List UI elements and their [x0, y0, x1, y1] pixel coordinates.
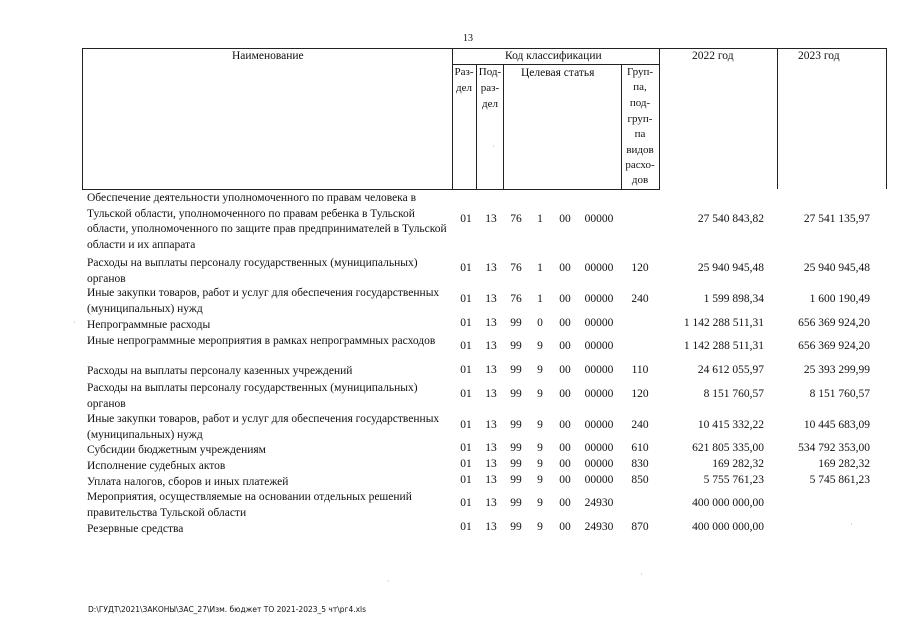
- row-name: Расходы на выплаты персоналу государственных (муниципальных) органов: [87, 382, 418, 410]
- row-code-c4: 00000: [584, 317, 614, 329]
- row-code-pr: 13: [485, 262, 497, 274]
- row-amount-2022: 5 755 761,23: [703, 474, 764, 486]
- row-code-vr: 850: [631, 474, 649, 486]
- header-2022: 2022 год: [692, 50, 734, 62]
- row-code-c4: 00000: [584, 213, 614, 225]
- row-code-pr: 13: [485, 293, 497, 305]
- row-code-vr: 240: [631, 419, 649, 431]
- header-group-3: под-: [629, 97, 651, 109]
- row-code-rz: 01: [460, 442, 472, 454]
- row-amount-2023: 27 541 135,97: [803, 213, 870, 225]
- row-code-pr: 13: [485, 442, 497, 454]
- row-code-c1: 99: [510, 419, 522, 431]
- col-border-group: [659, 48, 660, 189]
- col-border-left: [82, 48, 83, 189]
- row-code-c4: 00000: [584, 340, 614, 352]
- row-code-rz: 01: [460, 340, 472, 352]
- row-code-c4: 24930: [584, 521, 614, 533]
- header-code-group: Код классификации: [505, 50, 602, 62]
- row-code-c3: 00: [559, 497, 571, 509]
- row-code-c3: 00: [559, 458, 571, 470]
- row-code-c3: 00: [559, 474, 571, 486]
- row-name: Исполнение судебных актов: [87, 460, 226, 472]
- table-row: [0, 474, 905, 489]
- table-row: [0, 255, 905, 285]
- header-group-1: Груп-: [626, 66, 654, 78]
- row-amount-2022: 24 612 055,97: [697, 364, 764, 376]
- row-name: Расходы на выплаты персоналу государственных (муниципальных) органов: [87, 257, 418, 285]
- row-code-c2: 9: [537, 388, 543, 400]
- row-code-c4: 00000: [584, 388, 614, 400]
- row-code-pr: 13: [485, 497, 497, 509]
- header-subsection-3: дел: [482, 98, 498, 110]
- row-code-pr: 13: [485, 521, 497, 533]
- row-amount-2023: 5 745 861,23: [809, 474, 870, 486]
- row-code-c1: 99: [510, 388, 522, 400]
- file-path-footer: D:\ГУДТ\2021\ЗАКОНЫ\ЗАС_27\Изм. бюджет ТО 2021-2023_5 чт\рг4.xls: [88, 605, 367, 614]
- row-code-c4: 00000: [584, 364, 614, 376]
- row-code-c3: 00: [559, 293, 571, 305]
- row-code-c1: 99: [510, 340, 522, 352]
- table-row: [0, 442, 905, 458]
- page-number: 13: [463, 33, 473, 44]
- row-name: Непрограммные расходы: [87, 319, 211, 331]
- row-code-c1: 76: [510, 293, 522, 305]
- row-code-c1: 76: [510, 213, 522, 225]
- table-row: [0, 489, 905, 521]
- table-row: [0, 458, 905, 474]
- row-amount-2023: 8 151 760,57: [809, 388, 870, 400]
- row-amount-2022: 27 540 843,82: [697, 213, 764, 225]
- header-group-6: видов: [626, 144, 654, 156]
- row-name: Резервные средства: [87, 523, 184, 535]
- row-amount-2023: 169 282,32: [818, 458, 870, 470]
- row-code-vr: 120: [631, 262, 649, 274]
- row-code-vr: 830: [631, 458, 649, 470]
- table-row: [0, 190, 905, 252]
- row-name: Уплата налогов, сборов и иных платежей: [87, 476, 289, 488]
- row-code-c3: 00: [559, 340, 571, 352]
- row-code-rz: 01: [460, 474, 472, 486]
- row-code-rz: 01: [460, 388, 472, 400]
- row-code-c4: 24930: [584, 497, 614, 509]
- row-code-c1: 99: [510, 458, 522, 470]
- row-code-pr: 13: [485, 213, 497, 225]
- row-code-rz: 01: [460, 213, 472, 225]
- table-row: [0, 380, 905, 411]
- row-code-c3: 00: [559, 213, 571, 225]
- header-name: Наименование: [232, 50, 304, 62]
- row-name: Расходы на выплаты персоналу казенных учреждений: [87, 365, 353, 377]
- row-code-c3: 00: [559, 262, 571, 274]
- header-target: Целевая статья: [521, 67, 595, 79]
- row-code-c1: 99: [510, 317, 522, 329]
- row-code-c3: 00: [559, 521, 571, 533]
- row-code-c2: 9: [537, 474, 543, 486]
- row-code-pr: 13: [485, 317, 497, 329]
- table-row: [0, 521, 905, 537]
- table-row: [0, 285, 905, 316]
- row-amount-2022: 400 000 000,00: [692, 521, 764, 533]
- row-code-pr: 13: [485, 388, 497, 400]
- scan-speck: ·: [492, 142, 495, 151]
- row-code-c1: 76: [510, 262, 522, 274]
- row-amount-2022: 1 142 288 511,31: [683, 317, 764, 329]
- row-amount-2022: 400 000 000,00: [692, 497, 764, 509]
- row-code-c2: 9: [537, 442, 543, 454]
- row-amount-2022: 169 282,32: [712, 458, 764, 470]
- row-code-rz: 01: [460, 419, 472, 431]
- row-name: Иные непрограммные мероприятия в рамках непрограммных расходов: [87, 335, 436, 347]
- row-code-c2: 1: [537, 262, 543, 274]
- row-code-c3: 00: [559, 442, 571, 454]
- col-border-2022: [777, 48, 778, 189]
- header-2023: 2023 год: [798, 50, 840, 62]
- row-code-c4: 00000: [584, 474, 614, 486]
- row-code-c4: 00000: [584, 458, 614, 470]
- row-code-vr: 110: [631, 364, 649, 376]
- row-code-rz: 01: [460, 497, 472, 509]
- header-subsection-2: раз-: [480, 82, 500, 94]
- row-name: Обеспечение деятельности уполномоченного по правам человека в Тульской области, уполномоченного по правам ребенка в Тульской области, уполномоченного по защите прав предпринимателей в Тульской области и их аппарата: [87, 192, 447, 251]
- row-code-c2: 9: [537, 340, 543, 352]
- scan-speck: ·: [387, 577, 390, 586]
- row-code-pr: 13: [485, 364, 497, 376]
- row-amount-2022: 10 415 332,22: [697, 419, 764, 431]
- row-code-c2: 1: [537, 293, 543, 305]
- header-top-border: [82, 48, 887, 49]
- row-name: Иные закупки товаров, работ и услуг для обеспечения государственных (муниципальных) нужд: [87, 413, 440, 441]
- row-code-pr: 13: [485, 458, 497, 470]
- row-code-vr: 240: [631, 293, 649, 305]
- row-code-c4: 00000: [584, 262, 614, 274]
- row-code-rz: 01: [460, 458, 472, 470]
- row-code-c2: 9: [537, 458, 543, 470]
- row-amount-2022: 25 940 945,48: [697, 262, 764, 274]
- scan-speck: ·: [640, 570, 643, 579]
- row-code-c1: 99: [510, 442, 522, 454]
- row-code-c3: 00: [559, 388, 571, 400]
- row-code-vr: 120: [631, 388, 649, 400]
- row-amount-2022: 8 151 760,57: [703, 388, 764, 400]
- row-amount-2023: 656 369 924,20: [798, 317, 870, 329]
- row-amount-2022: 1 599 898,34: [703, 293, 764, 305]
- row-name: Мероприятия, осуществляемые на основании отдельных решений правительства Тульской области: [87, 491, 412, 519]
- row-code-c1: 99: [510, 474, 522, 486]
- header-section-2: дел: [456, 82, 472, 94]
- row-amount-2023: 656 369 924,20: [798, 340, 870, 352]
- row-code-c2: 9: [537, 521, 543, 533]
- row-name: Субсидии бюджетным учреждениям: [87, 444, 266, 456]
- row-amount-2022: 1 142 288 511,31: [683, 340, 764, 352]
- row-amount-2023: 1 600 190,49: [809, 293, 870, 305]
- table-row: [0, 363, 905, 380]
- header-group-5: па: [634, 128, 646, 140]
- row-code-c3: 00: [559, 364, 571, 376]
- header-group-8: дов: [631, 174, 649, 186]
- row-code-c1: 99: [510, 364, 522, 376]
- header-group-7: расхо-: [625, 159, 655, 171]
- row-code-pr: 13: [485, 419, 497, 431]
- row-code-c1: 99: [510, 521, 522, 533]
- row-code-c2: 9: [537, 419, 543, 431]
- row-code-vr: 870: [631, 521, 649, 533]
- code-subheader-border: [452, 64, 659, 65]
- table-row: [0, 411, 905, 442]
- row-code-c3: 00: [559, 419, 571, 431]
- row-amount-2022: 621 805 335,00: [692, 442, 764, 454]
- row-code-c3: 00: [559, 317, 571, 329]
- row-code-c2: 9: [537, 364, 543, 376]
- row-code-c2: 9: [537, 497, 543, 509]
- row-code-c4: 00000: [584, 293, 614, 305]
- row-amount-2023: 25 393 299,99: [803, 364, 870, 376]
- header-group-4: груп-: [627, 113, 653, 125]
- row-code-c4: 00000: [584, 419, 614, 431]
- col-border-right: [886, 48, 887, 189]
- row-code-rz: 01: [460, 364, 472, 376]
- row-amount-2023: 25 940 945,48: [803, 262, 870, 274]
- row-amount-2023: 534 792 353,00: [798, 442, 870, 454]
- row-code-c1: 99: [510, 497, 522, 509]
- scan-speck: ·: [850, 520, 853, 529]
- row-code-pr: 13: [485, 340, 497, 352]
- header-subsection-1: Под-: [478, 66, 502, 78]
- row-code-vr: 610: [631, 442, 649, 454]
- row-code-rz: 01: [460, 317, 472, 329]
- header-group-2: па,: [633, 81, 647, 93]
- row-code-c4: 00000: [584, 442, 614, 454]
- row-code-c2: 0: [537, 317, 543, 329]
- row-code-c2: 1: [537, 213, 543, 225]
- row-code-rz: 01: [460, 262, 472, 274]
- table-row: [0, 317, 905, 333]
- row-amount-2023: 10 445 683,09: [803, 419, 870, 431]
- header-section-1: Раз-: [454, 66, 474, 78]
- table-row: [0, 333, 905, 363]
- row-code-pr: 13: [485, 474, 497, 486]
- row-code-rz: 01: [460, 521, 472, 533]
- row-name: Иные закупки товаров, работ и услуг для обеспечения государственных (муниципальных) нужд: [87, 287, 440, 315]
- row-code-rz: 01: [460, 293, 472, 305]
- scan-speck: ·: [73, 318, 76, 327]
